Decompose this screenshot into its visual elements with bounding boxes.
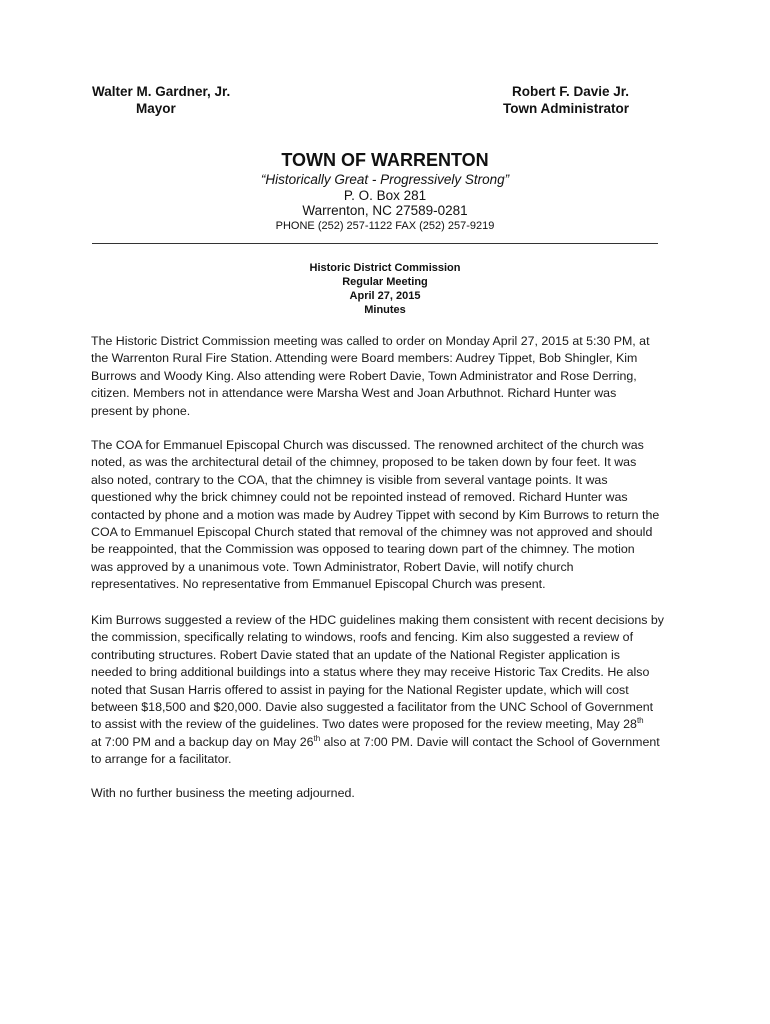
text-line: noted, as was the architectural detail of the chimney, proposed to be taken down by four feet. It was <box>91 455 637 470</box>
town-name: TOWN OF WARRENTON <box>281 150 489 170</box>
ordinal-suffix: th <box>636 716 644 726</box>
city-address: Warrenton, NC 27589-0281 <box>302 203 468 218</box>
paragraph-adjourn <box>91 785 691 802</box>
text-line: also noted, contrary to the COA, that the chimney is visible from several vantage points. It was <box>91 472 608 487</box>
mayor-title: Mayor <box>136 101 176 116</box>
meeting-body: Historic District Commission <box>309 262 461 274</box>
text-line: representatives. No representative from Emmanuel Episcopal Church was present. <box>91 577 546 592</box>
text-line: noted that Susan Harris offered to assist in paying for the National Register update, which will cost <box>91 682 629 697</box>
text-line: to arrange for a facilitator. <box>91 752 232 767</box>
ordinal-suffix: th <box>313 733 321 743</box>
administrator-block <box>503 83 629 117</box>
meeting-type: Regular Meeting <box>342 276 428 288</box>
text-line: The Historic District Commission meeting was called to order on Monday April 27, 2015 at 5:30 PM, at <box>91 334 650 348</box>
mayor-block <box>92 83 230 117</box>
text-line: citizen. Members not in attendance were Marsha West and Joan Arbuthnot. Richard Hunter was <box>91 386 617 401</box>
paragraph-attendance <box>91 333 691 420</box>
text-line: questioned why the brick chimney could not be repointed instead of removed. Richard Hunter was <box>91 490 628 505</box>
text-line: Kim Burrows suggested a review of the HDC guidelines making them consistent with recent decisions by <box>91 613 664 627</box>
text-line: present by phone. <box>91 403 191 418</box>
text-line: be reappointed, that the Commission was opposed to tearing down part of the chimney. The motion <box>91 542 635 557</box>
text-line: between $18,500 and $20,000. Davie also suggested a facilitator from the UNC School of Government <box>91 700 654 715</box>
town-motto: “Historically Great - Progressively Strong” <box>260 172 510 187</box>
phone-fax: PHONE (252) 257-1122 FAX (252) 257-9219 <box>275 220 495 232</box>
text-run: also at 7:00 PM. Davie will contact the School of Government <box>320 734 660 749</box>
text-line: The COA for Emmanuel Episcopal Church was discussed. The renowned architect of the church was <box>91 438 644 452</box>
administrator-name: Robert F. Davie Jr. <box>511 84 629 99</box>
meeting-date: April 27, 2015 <box>349 290 421 302</box>
text-line <box>91 716 691 733</box>
mayor-name: Walter M. Gardner, Jr. <box>92 84 231 99</box>
text-line: the Warrenton Rural Fire Station. Attending were Board members: Audrey Tippet, Bob Shingler, Kim <box>91 351 638 366</box>
paragraph-guidelines <box>91 612 691 769</box>
text-line: contacted by phone and a motion was made by Audrey Tippet with second by Kim Burrows to return the <box>91 507 660 522</box>
text-line <box>91 734 691 751</box>
text-run: at 7:00 PM and a backup day on May 26 <box>91 734 314 749</box>
paragraph-coa <box>91 437 691 594</box>
text-line: the commission, specifically relating to windows, roofs and fencing. Kim also suggested a review of <box>91 630 634 645</box>
text-line: Burrows and Woody King. Also attending were Robert Davie, Town Administrator and Rose Derring, <box>91 368 637 383</box>
header-divider <box>92 243 658 244</box>
text-line: was approved by a unanimous vote. Town Administrator, Robert Davie, will notify church <box>91 559 574 574</box>
text-run: to assist with the review of the guidelines. Two dates were proposed for the review meeting, May 28 <box>91 717 637 732</box>
text-line: contributing structures. Robert Davie stated that an update of the National Register application is <box>91 647 620 662</box>
text-line: COA to Emmanuel Episcopal Church stated that removal of the chimney was not approved and should <box>91 525 653 540</box>
administrator-title: Town Administrator <box>503 101 629 116</box>
document-type: Minutes <box>364 304 406 316</box>
text-line: With no further business the meeting adjourned. <box>91 786 355 800</box>
po-box: P. O. Box 281 <box>343 188 427 203</box>
text-line: needed to bring additional buildings into a status where they may receive Historic Tax Credits. He also <box>91 665 650 680</box>
